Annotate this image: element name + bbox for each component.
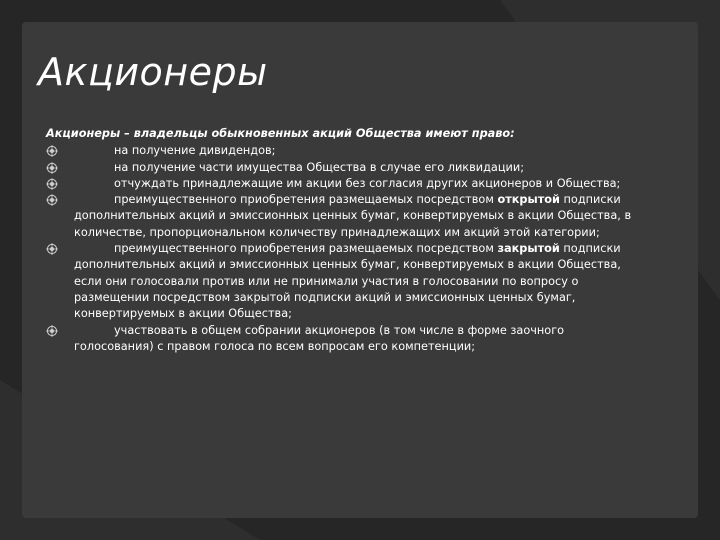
slide-panel (22, 22, 698, 518)
list-item-text: отчуждать принадлежащие им акции без согласия других акционеров и Общества; (114, 176, 621, 190)
list-item-text: участвовать в общем собрании акционеров (в том числе в форме заочного голосования) с правом голоса по всем вопросам его компетенции; (74, 323, 565, 353)
list-item (46, 176, 634, 192)
list-item (46, 241, 634, 322)
target-bullet-icon (46, 243, 58, 255)
list-item-emphasis: закрытой (497, 242, 560, 256)
list-item (46, 143, 634, 159)
list-item-text-before: преимущественного приобретения размещаемых посредством (114, 242, 498, 256)
list-item-emphasis: открытой (497, 193, 560, 207)
slide-title: Акционеры (38, 50, 268, 94)
list-item (46, 192, 634, 241)
list-item-text: на получение дивидендов; (114, 144, 276, 158)
target-bullet-icon (46, 162, 58, 174)
target-bullet-icon (46, 325, 58, 337)
slide-content (46, 126, 634, 355)
target-bullet-icon (46, 145, 58, 157)
rights-list (46, 143, 634, 355)
list-item-text-before: преимущественного приобретения размещаемых посредством (114, 193, 498, 207)
list-item-text-after: подписки дополнительных акций и эмиссионных ценных бумаг, конвертируемых в акции Общества, если они голосовали против или не принимали участия в голосовании по вопросу о размещении посредством закрытой подписки акций и эмиссионных ценных бумаг, конвертируемых в акции Общества; (74, 242, 621, 321)
target-bullet-icon (46, 194, 58, 206)
list-item (46, 160, 634, 176)
list-item (46, 323, 634, 356)
intro-text: Акционеры – владельцы обыкновенных акций Общества имеют право: (46, 127, 515, 140)
target-bullet-icon (46, 178, 58, 190)
list-item-text-after: подписки дополнительных акций и эмиссионных ценных бумаг, конвертируемых в акции Общества, в количестве, пропорциональном количеству принадлежащих им акций этой категории; (74, 193, 632, 239)
list-item-text: на получение части имущества Общества в случае его ликвидации; (114, 160, 525, 174)
